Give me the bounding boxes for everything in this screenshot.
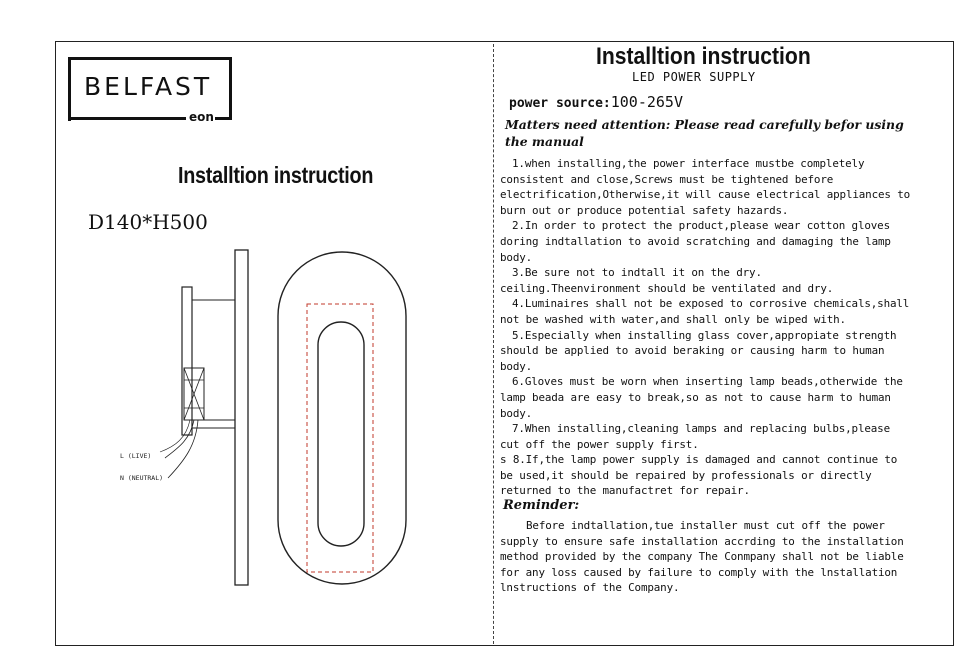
reminder-line: supply to ensure safe installation accrding to the installation <box>500 534 904 548</box>
body-line: not be washed with water,and shall only be wiped with. <box>500 312 846 326</box>
right-subtitle: LED POWER SUPPLY <box>632 70 756 84</box>
reminder-line: lnstructions of the Company. <box>500 581 680 595</box>
matters-heading <box>505 116 925 150</box>
body-line: s 8.If,the lamp power supply is damaged and cannot continue to <box>500 453 898 467</box>
reminder-heading: Reminder: <box>503 498 580 513</box>
power-source-value: 100-265V <box>610 93 683 111</box>
body-line: consistent and close,Screws must be tightened before <box>500 172 834 186</box>
body-line: 7.When installing,cleaning lamps and replacing bulbs,please <box>512 422 890 436</box>
logo-brand-text: BELFAST <box>84 72 213 101</box>
reminder-body <box>500 518 930 596</box>
body-line: body. <box>500 359 533 373</box>
power-source <box>509 92 683 111</box>
body-line: returned to the manufactret for repair. <box>500 484 750 498</box>
body-line: 2.In order to protect the product,please wear cotton gloves <box>512 219 890 233</box>
lamp-inner-oval <box>318 322 364 546</box>
body-line: doring indtallation to avoid scratching and damaging the lamp <box>500 234 891 248</box>
body-line: cut off the power supply first. <box>500 437 699 451</box>
body-line: body. <box>500 250 533 264</box>
bracket-inner <box>192 300 235 420</box>
body-line: 4.Luminaires shall not be exposed to corrosive chemicals,shall <box>512 297 910 311</box>
logo-sub-text: eon <box>189 110 214 124</box>
lamp-dashed-frame <box>307 304 373 572</box>
wire-neutral-label: N (NEUTRAL) <box>120 474 164 482</box>
body-line: be used,it should be repaired by professionals or directly <box>500 468 872 482</box>
lamp-dimensions: D140*H500 <box>88 210 208 234</box>
wall-plate <box>235 250 248 585</box>
body-line: lamp beada are easy to break,so as not to cause harm to human <box>500 390 891 404</box>
body-line: 3.Be sure not to indtall it on the dry. <box>512 266 762 280</box>
reminder-line: method provided by the company The Conmpany shall not be liable <box>500 550 904 564</box>
wire-neutral <box>168 420 198 478</box>
body-line: electrification,Otherwise,it will cause electrical appliances to <box>500 188 911 202</box>
matters-line-1: Matters need attention: Please read carefully befor using <box>505 117 904 132</box>
body-line: 6.Gloves must be worn when inserting lamp beads,otherwide the <box>512 375 903 389</box>
body-line: burn out or produce potential safety hazards. <box>500 203 789 217</box>
reminder-line: for any loss caused by failure to comply with the lnstallation <box>500 565 898 579</box>
matters-line-2: the manual <box>505 134 584 149</box>
body-line: 5.Especially when installing glass cover,appropiate strength <box>512 328 897 342</box>
body-line: body. <box>500 406 533 420</box>
wire-live <box>165 420 194 458</box>
lamp-outer-oval <box>278 252 406 584</box>
body-line: ceiling.Theenvironment should be ventilated and dry. <box>500 281 834 295</box>
power-source-label: power source: <box>509 96 611 111</box>
instruction-body <box>500 156 930 499</box>
body-line: should be applied to avoid beraking or causing harm to human <box>500 344 885 358</box>
left-title: Installtion instruction <box>178 162 374 188</box>
reminder-line: Before indtallation,tue installer must cut off the power <box>526 519 885 532</box>
right-title: Installtion instruction <box>596 43 811 70</box>
wire-live-label: L (LIVE) <box>120 452 152 460</box>
body-line: 1.when installing,the power interface mustbe completely <box>512 157 865 170</box>
